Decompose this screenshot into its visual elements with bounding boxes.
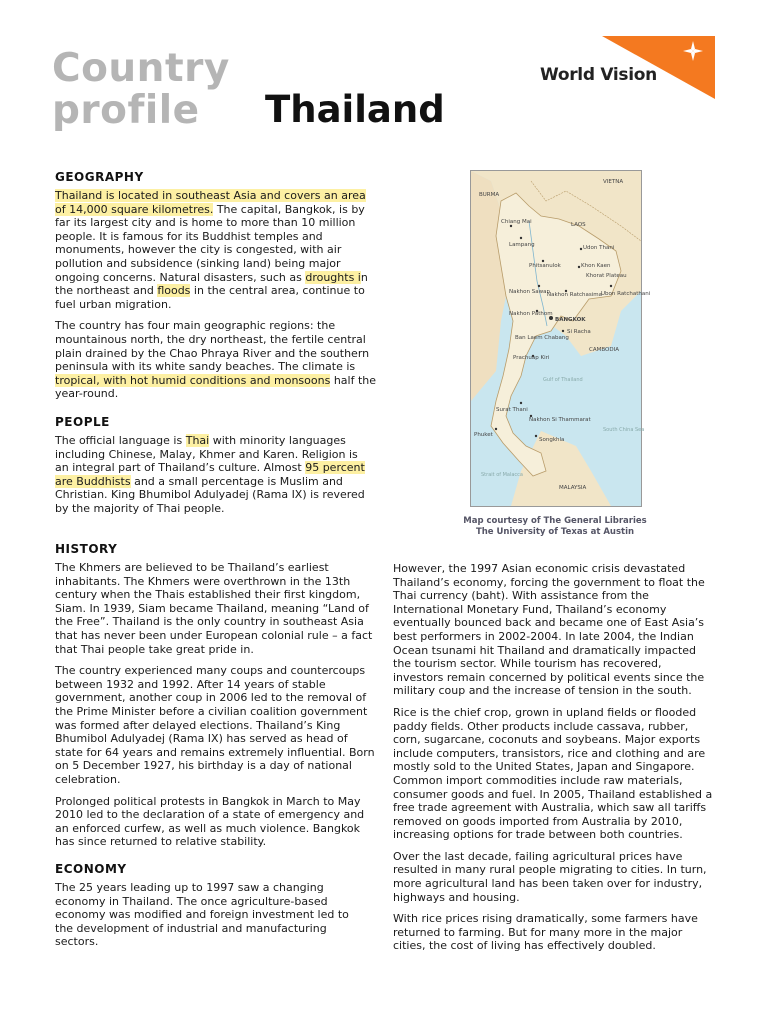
history-heading: HISTORY [55,542,118,556]
map-label-songkhla: Songkhla [539,437,565,443]
world-vision-logo [540,33,715,99]
text: n the northeast and [55,270,368,298]
map-label-strait: Strait of Malacca [481,472,523,478]
map-label-lampang: Lampang [509,242,535,248]
economy-paragraph-1: The 25 years leading up to 1997 saw a changing economy in Thailand. The once agriculture-based economy was modified and foreign investment led to the development of industrial and manufacturing sectors. [55,881,349,949]
map-label-cambodia: CAMBODIA [589,347,619,353]
map-caption-line-1: Map courtesy of The General Libraries [463,516,647,526]
text: in the central area, continue to fuel urban migration. [55,284,365,311]
economy-section [55,881,367,957]
country-title: Thailand [265,88,445,131]
thailand-map [470,170,651,507]
highlight-floods: floods [157,284,191,298]
map-label-nakhon-ratchasima: Nakhon Ratchasima [547,292,602,298]
highlight-location: Thailand is located in southeast Asia and covers an area of 14,000 square kilometres. [55,189,366,216]
map-label-udon: Udon Thani [583,245,615,251]
header-country: Country [52,46,230,91]
economy-paragraph-2: However, the 1997 Asian economic crisis devastated Thailand’s economy, forcing the government to float the Thai currency (baht). With assistance from the International Monetary Fund, Thailand’s economy eventually bounced back and became one of East Asia’s best performers in 2002-2004. In late 2004, the Indian Ocean tsunami hit Thailand and dramatically impacted the tourism sector. While tourism has recovered, investors remain concerned by political events since the military coup and the increase of tension in the south. [393,562,705,698]
map-graphic [471,171,651,506]
map-label-nakhon-si: Nakhon Si Thammarat [529,417,591,423]
map-label-khon-kaen: Khon Kaen [581,263,611,269]
map-label-khorat: Khorat Plateau [586,273,627,279]
highlight-buddhists: 95 percent are Buddhists [55,461,365,488]
highlight-droughts: droughts i [305,270,361,284]
map-label-phitsanulok: Phitsanulok [529,263,561,269]
right-column [393,562,715,961]
text: half the year-round. [55,373,377,401]
map-label-nakhon-pathom: Nakhon Pathom [509,311,553,317]
text: and a small percentage is Muslim and Christian. King Bhumibol Adulyadej (Rama IX) is revered by the majority of Thai people. [55,474,365,515]
economy-paragraph-4: Over the last decade, failing agricultural prices have resulted in many rural people migrating to cities. In turn, more agricultural land has been taken over for industry, highways and housing. [393,849,707,904]
geography-paragraph-2 [55,319,377,401]
geography-heading: GEOGRAPHY [55,170,144,184]
text: The official language is [55,434,186,447]
map-label-surat: Surat Thani [496,407,528,413]
history-paragraph-1: The Khmers are believed to be Thailand’s earliest inhabitants. The Khmers were overthrown in the 13th century when the Thais established their first kingdom, Siam. In 1939, Siam became Thailand, meaning “Land of the Free”. Thailand is the only country in southeast Asia that has never been under European colonial rule – a fact that Thai people take great pride in. [55,561,373,656]
economy-paragraph-5: With rice prices rising dramatically, some farmers have returned to farming. But for many more in the major cities, the cost of living has effectively doubled. [393,912,698,953]
logo-text: World Vision [540,65,657,85]
people-paragraph [55,434,365,516]
history-paragraph-2: The country experienced many coups and countercoups between 1932 and 1992. After 14 years of stable government, another coup in 2006 led to the removal of the Prime Minister before a civilian coalition government was formed after delayed elections. Thailand’s King Bhumibol Adulyadej (Rama IX) has served as head of state for 64 years and remains extremely influential. Born on 5 December 1927, his birthday is a day of national celebration. [55,664,375,786]
map-label-laos: LAOS [571,222,586,228]
economy-heading: ECONOMY [55,862,127,876]
map-label-bangkok: BANGKOK [555,317,586,323]
map-label-si-racha: Si Racha [567,329,591,335]
history-paragraph-3: Prolonged political protests in Bangkok in March to May 2010 led to the declaration of a state of emergency and an enforced curfew, as well as much violence. Bangkok has since returned to relative stability. [55,794,365,849]
map-label-south-china: South China Sea [603,427,645,433]
geography-paragraph-1 [55,189,377,311]
text: with minority languages including Chinese, Malay, Khmer and Karen. Religion is an integral part of Thailand’s culture. Almost [55,434,358,475]
map-label-ubon: Ubon Ratchathani [601,291,651,297]
geography-section [55,189,377,409]
logo-mark [540,33,715,99]
map-caption-line-2: The University of Texas at Austin [475,527,635,537]
highlight-climate: tropical, with hot humid conditions and monsoons [55,373,331,387]
map-label-ban-laem: Ban Laem Chabang [515,335,569,341]
map-label-malaysia: MALAYSIA [559,485,587,491]
map-label-burma: BURMA [479,192,500,198]
map-caption [440,516,670,538]
map-label-phuket: Phuket [474,432,493,438]
map-label-nakhon-sawan: Nakhon Sawan [509,289,550,295]
economy-paragraph-3: Rice is the chief crop, grown in upland fields or flooded paddy fields. Other products include cassava, rubber, corn, sugarcane, coconuts and soybeans. Major exports include computers, transistors, rice and clothing and are mostly sold to the United States, Japan and Singapore. Common import commodities include raw materials, consumer goods and fuel. In 2005, Thailand established a free trade agreement with Australia, which saw all tariffs removed on goods imported from Australia by 2010, increasing options for trade between both countries. [393,705,713,842]
history-section [55,561,377,857]
map-label-chiang-mai: Chiang Mai [501,219,532,225]
text: The capital, Bangkok, is by far its largest city and is home to more than 10 million people. It is famous for its Buddhist temples and monuments, however the city is congested, with air pollution and subsidence (sinking land) being major ongoing concerns. Natural disasters, such as [55,202,365,284]
map-label-vietnam: VIETNA [603,179,624,185]
people-heading: PEOPLE [55,415,110,429]
header-profile: profile [52,88,200,133]
text: The country has four main geographic regions: the mountainous north, the dry northeast, the fertile central plain drained by the Chao Phraya River and the southern peninsula with its white sandy beaches. The climate is [55,319,370,374]
people-section [55,434,365,524]
highlight-thai: Thai [185,434,210,447]
map-label-gulf: Gulf of Thailand [543,377,583,383]
map-label-prachuap: Prachuap Kiri [513,355,550,361]
